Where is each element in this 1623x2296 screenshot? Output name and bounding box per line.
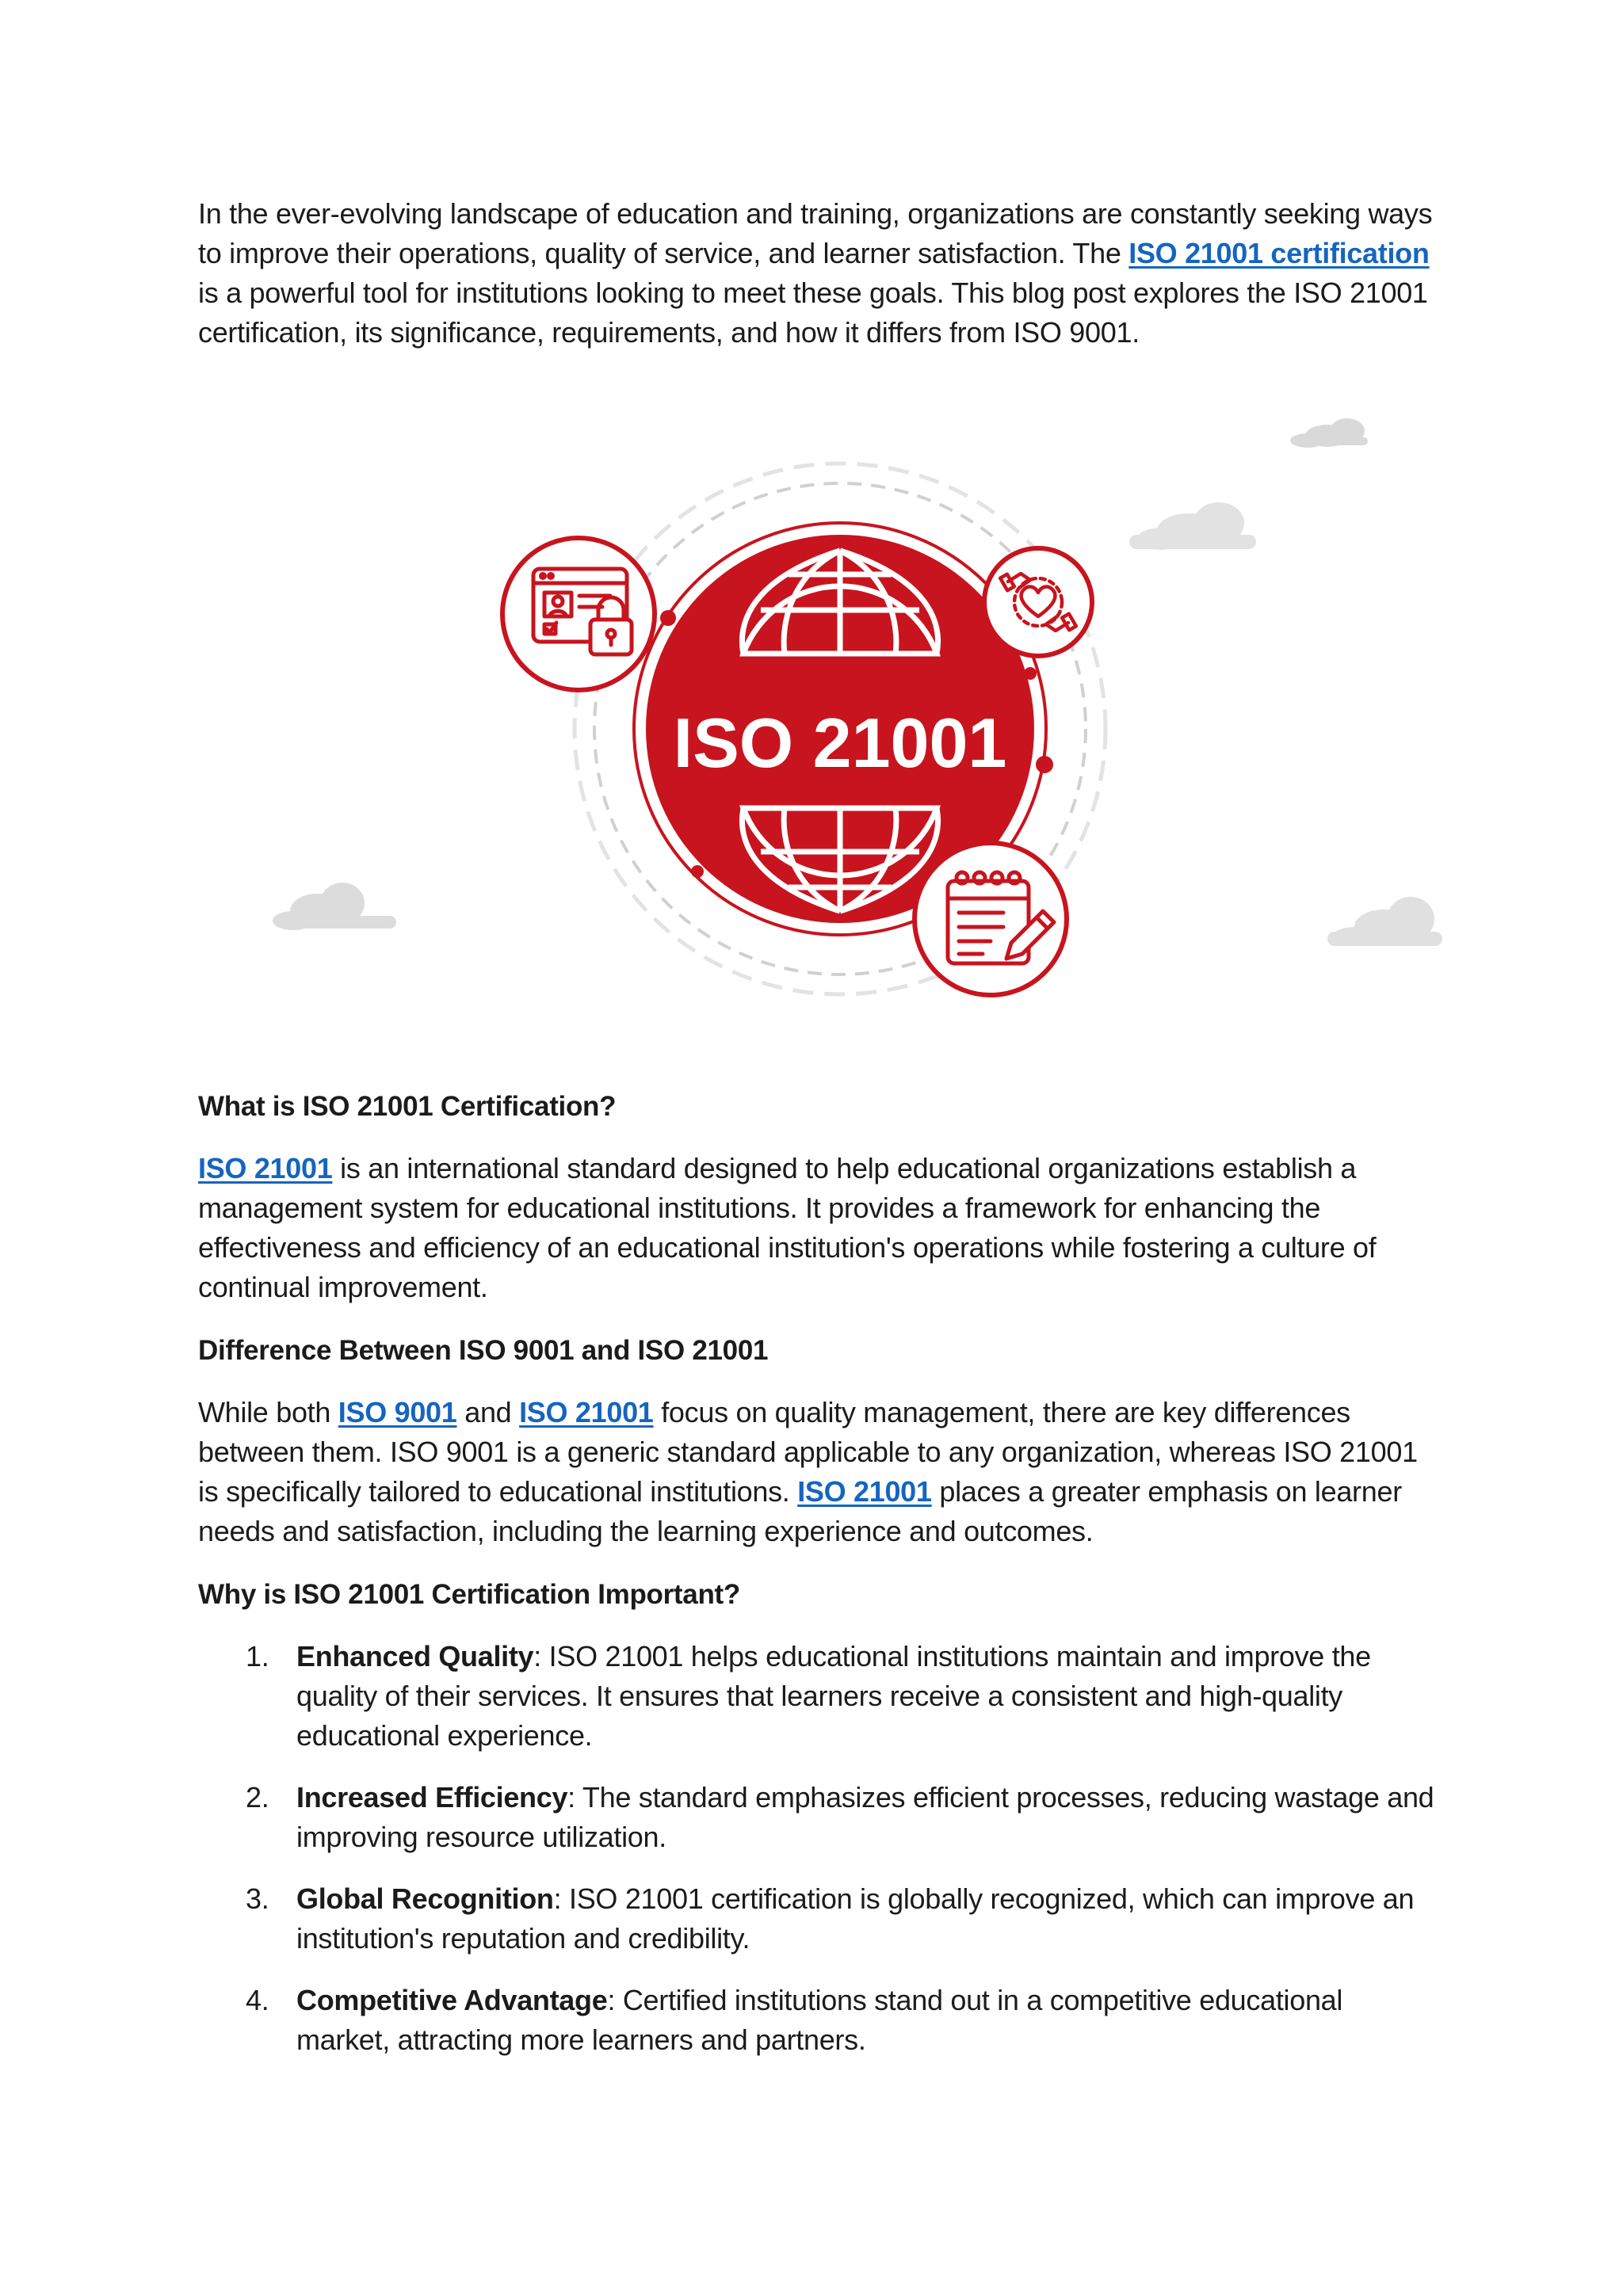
list-item [198,1981,1434,2060]
list-item-text: : ISO 21001 certification is globally recognized, which can improve an institution's reputation and credibility. [296,1882,1415,1955]
section-heading-what-is: What is ISO 21001 Certification? [198,1091,617,1122]
section-text: is an international standard designed to help educational organizations establish a management system for educational institutions. It provides a framework for enhancing the effectiveness and efficiency of an educational institution's operations while fostering a culture of continual improvement. [198,1152,1377,1303]
list-item-title: Global Recognition [296,1882,554,1915]
list-item [198,1778,1434,1857]
id-card-lock-icon [502,538,655,690]
section-difference [198,1331,1434,1551]
benefits-list [198,1637,1434,2060]
section-paragraph [198,1393,1434,1551]
intro-text-before: In the ever-evolving landscape of education and training, organizations are constantly seeking ways to improve their operations, quality of service, and learner satisfaction. The [198,197,1433,269]
intro-paragraph [198,194,1434,353]
list-item [198,1637,1434,1756]
section-what-is [198,1087,1434,1307]
list-item-text: : Certified institutions stand out in a competitive educational market, attracting more learners and partners. [296,1984,1343,2056]
list-item-title: Competitive Advantage [296,1984,608,2016]
calendar-notes-icon [915,843,1067,995]
section-heading-importance: Why is ISO 21001 Certification Important? [198,1579,740,1610]
text-segment: focus on quality management, there are key differences between them. ISO 9001 is a generic standard applicable to any organization, whereas ISO 21001 is specifically tailored to educational institutions. [198,1396,1418,1508]
iso-21001-link[interactable]: ISO 21001 [797,1475,932,1508]
iso-21001-link[interactable]: ISO 21001 [198,1152,333,1184]
iso-21001-illustration [269,412,1442,1014]
list-number: 4. [246,1984,269,2016]
list-item-title: Increased Efficiency [296,1781,568,1814]
text-segment: places a greater emphasis on learner needs and satisfaction, including the learning experience and outcomes. [198,1475,1402,1547]
list-item-text: : The standard emphasizes efficient processes, reducing wastage and improving resource utilization. [296,1781,1434,1853]
text-segment: and [456,1396,520,1428]
cloud-icon [273,883,396,930]
section-heading-difference: Difference Between ISO 9001 and ISO 21001 [198,1335,769,1366]
cloud-icon [1129,502,1256,550]
intro-text-after: is a powerful tool for institutions looking to meet these goals. This blog post explores the ISO 21001 certification, its significance, requirements, and how it differs from ISO 9001. [198,277,1428,349]
iso-21001-certification-link[interactable]: ISO 21001 certification [1128,237,1430,269]
illustration-svg [269,412,1442,1014]
hands-heart-icon [984,548,1092,656]
iso-21001-link[interactable]: ISO 21001 [519,1396,654,1428]
badge-text: ISO 21001 [673,704,1007,782]
text-segment: While both [198,1396,338,1428]
intro-section [198,194,1434,353]
list-item-text: : ISO 21001 helps educational institutions maintain and improve the quality of their services. It ensures that learners receive a consistent and high-quality educational experience. [296,1640,1371,1752]
iso-9001-link[interactable]: ISO 9001 [338,1396,457,1428]
list-item-title: Enhanced Quality [296,1640,534,1672]
list-number: 3. [246,1882,269,1915]
list-item [198,1879,1434,1958]
section-importance [198,1575,1434,2082]
list-number: 2. [246,1781,269,1814]
cloud-icon [1290,418,1368,448]
section-paragraph [198,1149,1434,1307]
list-number: 1. [246,1640,269,1672]
cloud-icon [1327,897,1442,946]
